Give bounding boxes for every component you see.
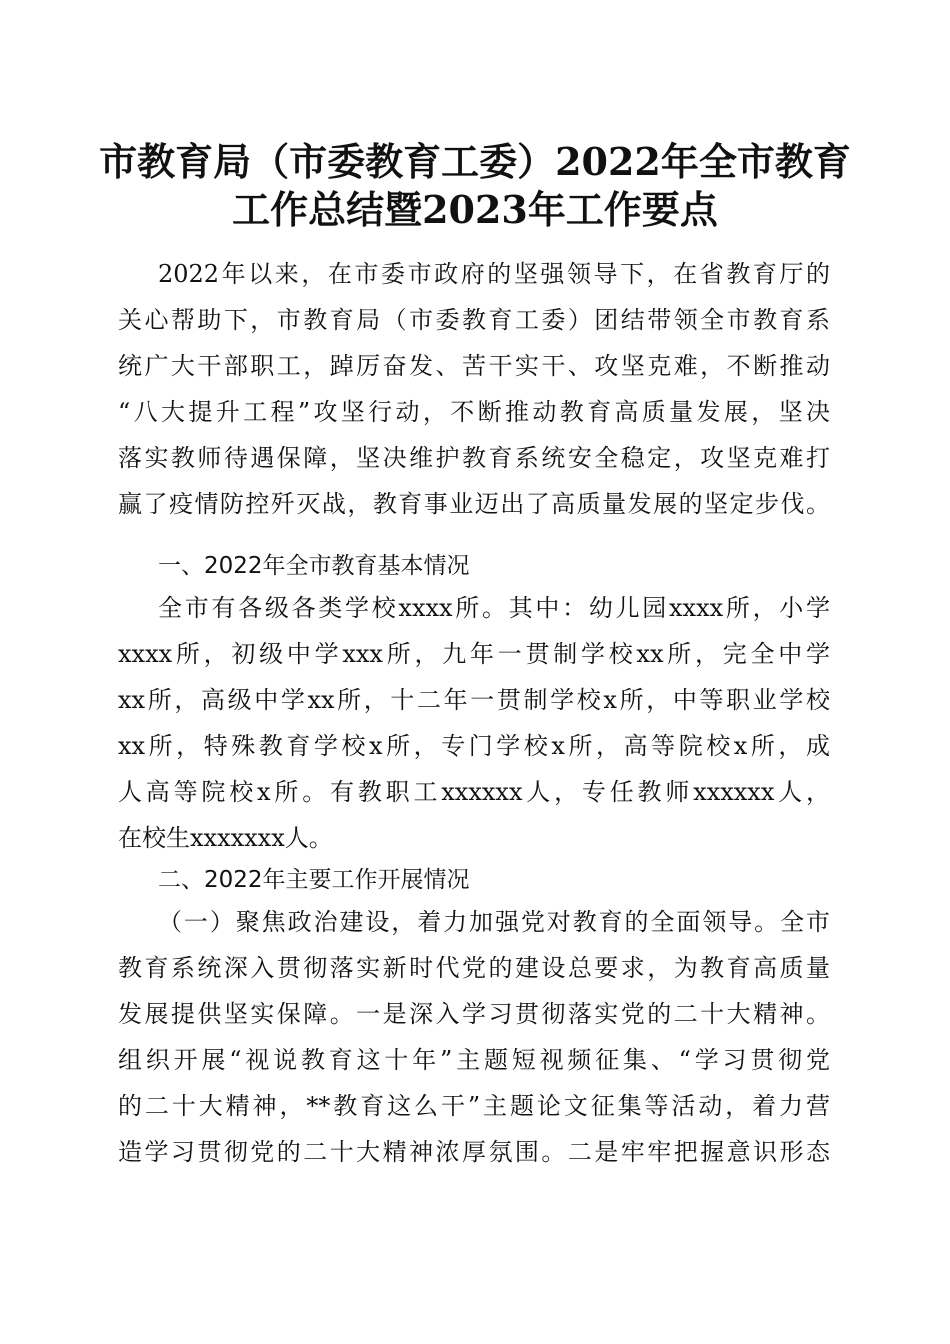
- document-title-line-1: 市教育局（市委教育工委）2022年全市教育: [99, 139, 851, 184]
- paragraph-work-line-5: 的二十大精神，**教育这么干”主题论文征集等活动，着力营: [118, 1092, 830, 1120]
- paragraph-intro-line-3: 统广大干部职工，踔厉奋发、苦干实干、攻坚克难，不断推动: [118, 352, 830, 380]
- paragraph-basic-line-4: xx所，特殊教育学校x所，专门学校x所，高等院校x所，成: [118, 732, 830, 760]
- section-heading-2: 二、2022年主要工作开展情况: [158, 867, 470, 893]
- paragraph-basic-line-6: 在校生xxxxxxx人。: [118, 824, 333, 852]
- paragraph-basic-line-2: xxxx所，初级中学xxx所，九年一贯制学校xx所，完全中学: [118, 640, 830, 668]
- paragraph-work-line-1: （一）聚焦政治建设，着力加强党对教育的全面领导。全市: [158, 908, 830, 936]
- document-title-line-2: 工作总结暨2023年工作要点: [232, 187, 718, 232]
- paragraph-work-line-2: 教育系统深入贯彻落实新时代党的建设总要求，为教育高质量: [118, 954, 830, 982]
- paragraph-basic-line-3: xx所，高级中学xx所，十二年一贯制学校x所，中等职业学校: [118, 686, 830, 714]
- paragraph-basic-line-1: 全市有各级各类学校xxxx所。其中：幼儿园xxxx所，小学: [158, 594, 830, 622]
- paragraph-intro-line-2: 关心帮助下，市教育局（市委教育工委）团结带领全市教育系: [118, 306, 830, 334]
- paragraph-work-line-6: 造学习贯彻党的二十大精神浓厚氛围。二是牢牢把握意识形态: [118, 1138, 830, 1166]
- paragraph-intro-line-5: 落实教师待遇保障，坚决维护教育系统安全稳定，攻坚克难打: [118, 444, 830, 472]
- paragraph-intro-line-6: 赢了疫情防控歼灭战，教育事业迈出了高质量发展的坚定步伐。: [118, 490, 830, 518]
- paragraph-intro-line-1: 2022年以来，在市委市政府的坚强领导下，在省教育厅的: [158, 260, 830, 288]
- paragraph-work-line-4: 组织开展“视说教育这十年”主题短视频征集、“学习贯彻党: [118, 1046, 830, 1074]
- paragraph-basic-line-5: 人高等院校x所。有教职工xxxxxx人，专任教师xxxxxx人，: [118, 778, 830, 806]
- paragraph-work-line-3: 发展提供坚实保障。一是深入学习贯彻落实党的二十大精神。: [118, 1000, 830, 1028]
- section-heading-1: 一、2022年全市教育基本情况: [158, 553, 470, 579]
- paragraph-intro-line-4: “八大提升工程”攻坚行动，不断推动教育高质量发展，坚决: [118, 398, 830, 426]
